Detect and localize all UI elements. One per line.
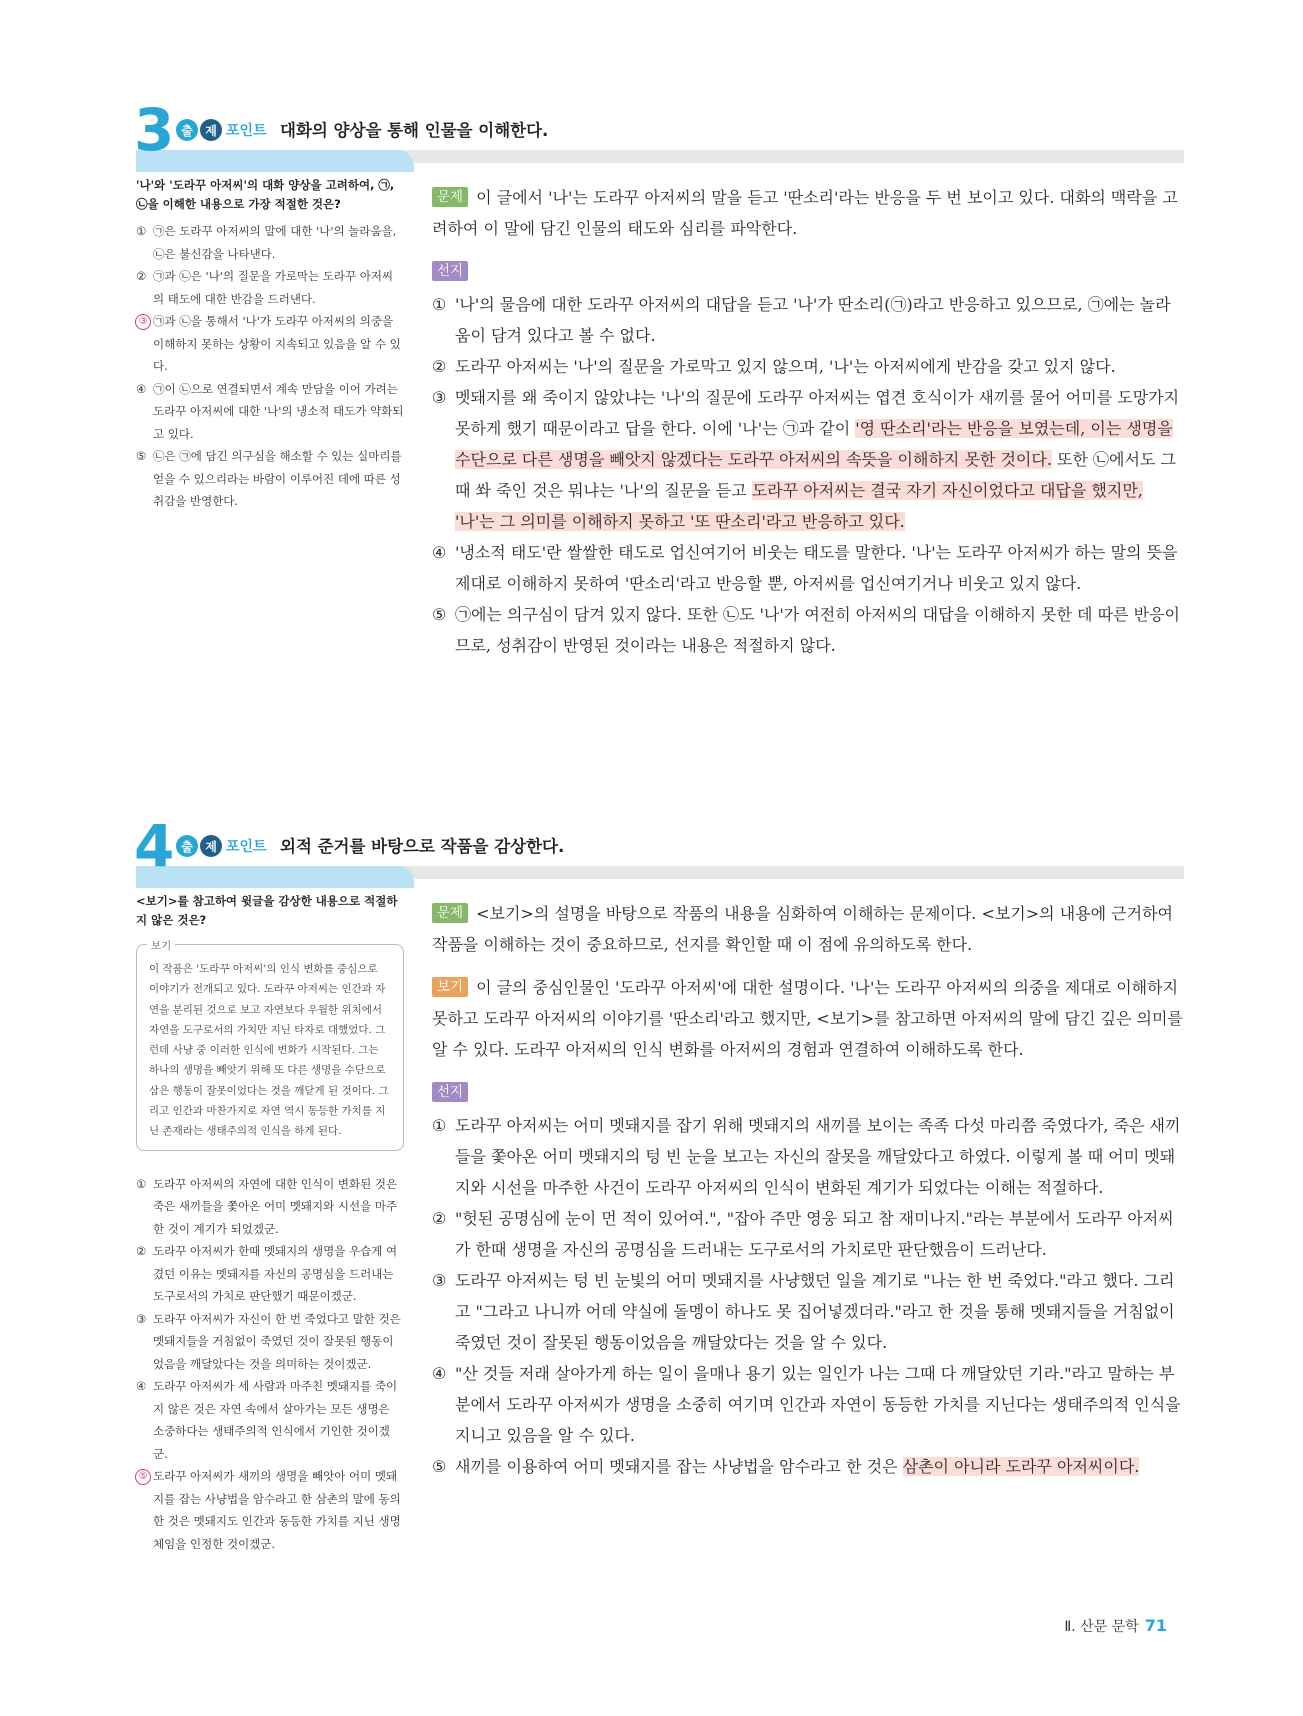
choice-expl-5: ⑤ ㉠에는 의구심이 담겨 있지 않다. 또한 ㉡도 '나'가 여전히 아저씨의 대답을 이해하지 못한 데 따른 반응이므로, 성취감이 반영된 것이라는 내용은 적절하지 않다. xyxy=(432,605,1180,655)
header-bar-accent xyxy=(136,150,414,172)
question-text: <보기>를 참고하여 윗글을 감상한 내용으로 적절하지 않은 것은? xyxy=(136,894,398,927)
option-3: ③ 도라꾸 아저씨가 자신이 한 번 죽었다고 말한 것은 멧돼지들을 거침없이 죽였던 것이 잘못된 행동이었음을 깨달았다는 것을 의미하는 것이겠군. xyxy=(136,1311,401,1371)
section-3 xyxy=(0,96,1303,655)
point-label: 포인트 xyxy=(226,123,267,139)
highlight: 도라꾸 아저씨는 결국 자기 자신이었다고 대답을 했지만, '나'는 그 의미를 이해하지 못하고 '또 딴소리'라고 반응하고 있다. xyxy=(455,481,1143,531)
option-3-answer: ③ ㉠과 ㉡을 통해서 '나'가 도라꾸 아저씨의 의중을 이해하지 못하는 상황이 지속되고 있음을 알 수 있다. xyxy=(136,310,404,378)
munje-tag: 문제 xyxy=(432,187,468,207)
bogi-paragraph: 보기 이 글의 중심인물인 '도라꾸 아저씨'에 대한 설명이다. '나'는 도라꾸 아저씨의 의중을 제대로 이해하지 못하고 도라꾸 아저씨의 이야기를 '딴소리'라고 했지만, <보기>를 참고하면 아저씨의 말에 담긴 깊은 의미를 알 수 있다. 도라꾸 아저씨의 인식 변화를 아저씨의 경험과 연결하여 이해하도록 한다. xyxy=(432,978,1183,1059)
munje-tag: 문제 xyxy=(432,903,468,923)
choice-expl-2: ② 도라꾸 아저씨는 '나'의 질문을 가로막고 있지 않으며, '나'는 아저씨에게 반감을 갖고 있지 않다. xyxy=(432,357,1116,376)
option-4: ④ 도라꾸 아저씨가 세 사람과 마주친 멧돼지를 죽이지 않은 것은 자연 속에서 살아가는 모든 생명은 소중하다는 생태주의적 인식에서 기인한 것이겠군. xyxy=(136,1379,398,1461)
section-title: 대화의 양상을 통해 인물을 이해한다. xyxy=(280,121,549,140)
option-5: ⑤ ㉡은 ㉠에 담긴 의구심을 해소할 수 있는 실마리를 얻을 수 있으리라는 바람이 이루어진 데에 따른 성취감을 반영한다. xyxy=(136,449,402,508)
choice-expl-4: ④ "산 것들 저래 살아가게 하는 일이 을매나 용기 있는 일인가 나는 그때 다 깨달았던 기라."라고 말하는 부분에서 도라꾸 아저씨가 생명을 소중히 여기며 인간과 자연이 동등한 가치를 지닌다는 생태주의적 인식을 지니고 있음을 알 수 있다. xyxy=(432,1364,1181,1445)
badge-group xyxy=(176,119,222,141)
bogi-tag: 보기 xyxy=(432,977,468,997)
seonji-tag: 선지 xyxy=(432,1082,468,1102)
section-header xyxy=(0,96,1303,170)
choice-expl-1: ① 도라꾸 아저씨는 어미 멧돼지를 잡기 위해 멧돼지의 새끼를 보이는 족족 다섯 마리쯤 죽였다가, 죽은 새끼들을 쫓아온 어미 멧돼지의 텅 빈 눈을 보고는 자신의 잘못을 깨달았다고 하였다. 이렇게 볼 때 어미 멧돼지와 시선을 마주한 사건이 도라꾸 아저씨의 인식이 변화된 계기가 되었다는 이해는 적절하다. xyxy=(432,1116,1181,1197)
section-title: 외적 준거를 바탕으로 작품을 감상한다. xyxy=(280,837,565,856)
badge-je: 제 xyxy=(200,835,222,857)
choice-expl-1: ① '나'의 물음에 대한 도라꾸 아저씨의 대답을 듣고 '나'가 딴소리(㉠)라고 반응하고 있으므로, ㉠에는 놀라움이 담겨 있다고 볼 수 없다. xyxy=(432,295,1171,345)
option-1: ① ㉠은 도라꾸 아저씨의 말에 대한 '나'의 놀라움을, ㉡은 불신감을 나타낸다. xyxy=(136,224,397,261)
explanation-column xyxy=(432,182,1184,661)
question-column xyxy=(136,892,404,1555)
badge-je: 제 xyxy=(200,119,222,141)
option-4: ④ ㉠이 ㉡으로 연결되면서 계속 만담을 이어 가려는 도라꾸 아저씨에 대한 '나'의 냉소적 태도가 약화되고 있다. xyxy=(136,381,404,441)
bogi-box xyxy=(136,940,404,1151)
highlight: '영 딴소리'라는 반응을 보였는데, 이는 생명을 수단으로 다른 생명을 빼앗지 않겠다는 도라꾸 아저씨의 속뜻을 이해하지 못한 것이다. xyxy=(455,419,1173,469)
section-number: 4 xyxy=(134,812,175,880)
highlight: 삼촌이 아니라 도라꾸 아저씨이다. xyxy=(902,1457,1140,1476)
bogi-label: 보기 xyxy=(147,936,175,956)
option-5-answer: ⑤ 도라꾸 아저씨가 새끼의 생명을 빼앗아 어미 멧돼지를 잡는 사냥법을 암수라고 한 삼촌의 말에 동의한 것은 멧돼지도 인간과 동등한 가치를 지닌 생명체임을 인정한 것이겠군. xyxy=(136,1465,404,1555)
munje-paragraph: 문제 <보기>의 설명을 바탕으로 작품의 내용을 심화하여 이해하는 문제이다. <보기>의 내용에 근거하여 작품을 이해하는 것이 중요하므로, 선지를 확인할 때 이 점에 유의하도록 한다. xyxy=(432,904,1173,954)
option-2: ② ㉠과 ㉡은 '나'의 질문을 가로막는 도라꾸 아저씨의 태도에 대한 반감을 드러낸다. xyxy=(136,269,394,306)
question-text: '나'와 '도라꾸 아저씨'의 대화 양상을 고려하여, ㉠, ㉡을 이해한 내용으로 가장 적절한 것은? xyxy=(136,178,395,211)
choice-expl-3: ③ 멧돼지를 왜 죽이지 않았냐는 '나'의 질문에 도라꾸 아저씨는 엽견 호식이가 새끼를 물어 어미를 도망가지 못하게 했기 때문이라고 답을 한다. 이에 '나'는 ㉠과 같이 '영 딴소리'라는 반응을 보였는데, 이는 생명을 수단으로 다른 생명을 빼앗지 않겠다는 도라꾸 아저씨의 속뜻을 이해하지 못한 것이다. 또한 ㉡에서도 그때 쏴 죽인 것은 뭐냐는 '나'의 질문을 듣고 도라꾸 아저씨는 결국 자기 자신이었다고 대답을 했지만, '나'는 그 의미를 이해하지 못하고 '또 딴소리'라고 반응하고 있다. xyxy=(432,388,1180,531)
section-4 xyxy=(0,812,1303,1551)
chapter-label: Ⅱ. 산문 문학 xyxy=(1064,1619,1139,1635)
munje-paragraph: 문제 이 글에서 '나'는 도라꾸 아저씨의 말을 듣고 '딴소리'라는 반응을 두 번 보이고 있다. 대화의 맥락을 고려하여 이 말에 담긴 인물의 태도와 심리를 파악한다. xyxy=(432,188,1178,238)
choice-expl-2: ② "헛된 공명심에 눈이 먼 적이 있어여.", "잡아 주만 영웅 되고 참 재미나지."라는 부분에서 도라꾸 아저씨가 한때 생명을 자신의 공명심을 드러내는 도구로서의 가치로만 판단했음이 드러난다. xyxy=(432,1209,1174,1259)
badge-group xyxy=(176,835,222,857)
seonji-tag: 선지 xyxy=(432,261,468,281)
choice-expl-3: ③ 도라꾸 아저씨는 텅 빈 눈빛의 어미 멧돼지를 사냥했던 일을 계기로 "나는 한 번 죽었다."라고 했다. 그리고 "그라고 나니까 어데 약실에 돌멩이 하나도 못 집어넣겠더라."라고 한 것을 통해 멧돼지들을 거침없이 죽였던 것이 잘못된 행동이었음을 깨달았다는 것을 알 수 있다. xyxy=(432,1271,1175,1352)
header-bar-accent xyxy=(136,866,414,888)
page-number: 71 xyxy=(1144,1616,1167,1635)
choice-expl-4: ④ '냉소적 태도'란 쌀쌀한 태도로 업신여기어 비웃는 태도를 말한다. '나'는 도라꾸 아저씨가 하는 말의 뜻을 제대로 이해하지 못하여 '딴소리'라고 반응할 뿐, 아저씨를 업신여기거나 비웃고 있지 않다. xyxy=(432,543,1178,593)
badge-chul: 출 xyxy=(176,835,198,857)
question-column xyxy=(136,176,404,513)
choice-expl-5: ⑤ 새끼를 이용하여 어미 멧돼지를 잡는 사냥법을 암수라고 한 것은 삼촌이 아니라 도라꾸 아저씨이다. xyxy=(432,1457,1140,1476)
explanation-column xyxy=(432,898,1184,1482)
option-2: ② 도라꾸 아저씨가 한때 멧돼지의 생명을 우습게 여겼던 이유는 멧돼지를 자신의 공명심을 드러내는 도구로서의 가치로 판단했기 때문이겠군. xyxy=(136,1244,398,1304)
badge-chul: 출 xyxy=(176,119,198,141)
option-1: ① 도라꾸 아저씨의 자연에 대한 인식이 변화된 것은 죽은 새끼들을 쫓아온 어미 멧돼지와 시선을 마주한 것이 계기가 되었겠군. xyxy=(136,1176,398,1236)
point-label: 포인트 xyxy=(226,839,267,855)
page-footer xyxy=(1064,1616,1167,1636)
bogi-text: 이 작품은 '도라꾸 아저씨'의 인식 변화를 중심으로 이야기가 전개되고 있다. 도라꾸 아저씨는 인간과 자연을 분리된 것으로 보고 자연보다 우월한 위치에서 자연을 도구로서의 가치만 지닌 타자로 대했었다. 그런데 사냥 중 이러한 인식에 변화가 시작된다. 그는 하나의 생명을 빼앗기 위해 또 다른 생명을 수단으로 삼은 행동이 잘못이었다는 것을 깨닫게 된 것이다. 그리고 인간과 마찬가지로 자연 역시 동등한 가치를 지닌 존재라는 생태주의적 인식을 하게 된다. xyxy=(149,963,389,1138)
section-number: 3 xyxy=(134,96,175,164)
section-header xyxy=(0,812,1303,886)
